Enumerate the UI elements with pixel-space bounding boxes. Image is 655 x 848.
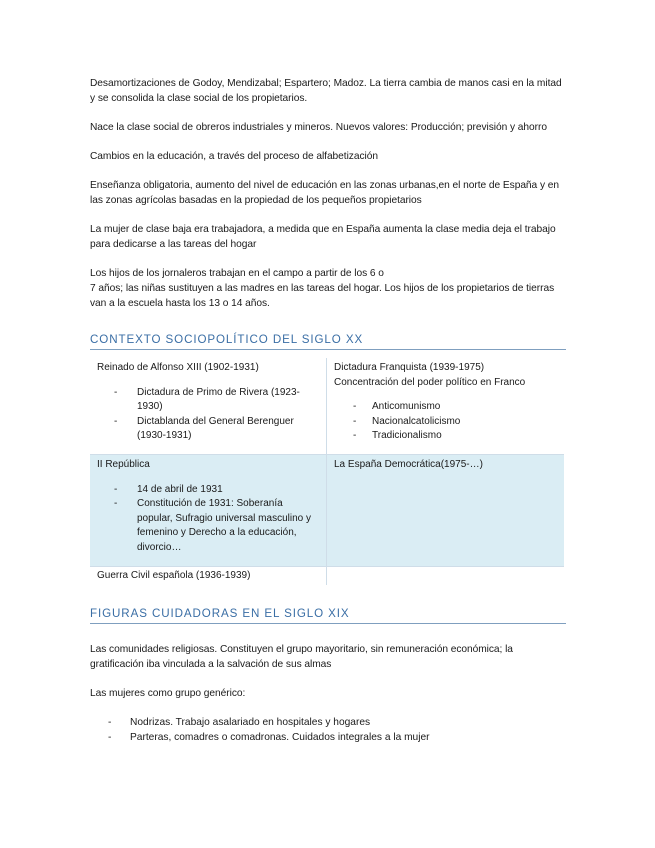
cell-empty xyxy=(327,567,565,585)
list-item: - Tradicionalismo xyxy=(334,429,558,444)
paragraph-desamortizaciones: Desamortizaciones de Godoy, Mendizabal; Espartero; Madoz. La tierra cambia de manos casi en la mitad y se consolida la clase social de los propietarios. xyxy=(90,78,562,104)
republica-list xyxy=(97,483,320,556)
table-row xyxy=(90,567,564,585)
list-item: - Parteras, comadres o comadronas. Cuidados integrales a la mujer xyxy=(108,731,430,743)
list-item: - Dictadura de Primo de Rivera (1923-1930) xyxy=(114,386,300,412)
cell-republica xyxy=(90,455,327,567)
paragraph-educacion: Cambios en la educación, a través del proceso de alfabetización xyxy=(90,151,378,162)
paragraph-comunidades: Las comunidades religiosas. Constituyen el grupo mayoritario, sin remuneración económica; la gratificación iba vinculada a la salvación de sus almas xyxy=(90,643,513,670)
paragraph-mujer-clase-baja: La mujer de clase baja era trabajadora, a medida que en España aumenta la clase media deja el trabajo para dedicarse a las tareas del hogar xyxy=(90,224,556,250)
list-item: - Constitución de 1931: Soberanía popular, Sufragio universal masculino y femenino y Derecho a la educación, divorcio… xyxy=(114,498,311,553)
figuras-list xyxy=(90,715,566,745)
cell-democratica-title: La España Democrática(1975-…) xyxy=(334,459,483,470)
cell-franco xyxy=(327,358,565,455)
table-row xyxy=(90,358,564,455)
paragraph-mujeres-grupo: Las mujeres como grupo genérico: xyxy=(90,687,246,699)
paragraph-hijos-jornaleros xyxy=(90,266,566,311)
document-page xyxy=(90,76,566,745)
list-item: - Nacionalcatolicismo xyxy=(334,415,558,430)
paragraph-obreros: Nace la clase social de obreros industriales y mineros. Nuevos valores: Producción; previsión y ahorro xyxy=(90,122,547,133)
cell-democratica xyxy=(327,455,565,567)
table-row xyxy=(90,455,564,567)
section-heading-figuras: FIGURAS CUIDADORAS EN EL SIGLO XIX xyxy=(90,607,566,624)
alfonso-list xyxy=(97,386,320,444)
cell-republica-title: II República xyxy=(97,459,150,470)
cell-guerra-civil xyxy=(90,567,327,585)
list-item: - Nodrizas. Trabajo asalariado en hospitales y hogares xyxy=(108,716,371,728)
dash-bullet-icon: - xyxy=(353,415,357,427)
paragraph-hijos-line2: 7 años; las niñas sustituyen a las madres en las tareas del hogar. Los hijos de los propietarios de tierras van a la escuela hasta los 13 o 14 años. xyxy=(90,283,555,309)
section-heading-contexto: CONTEXTO SOCIOPOLÍTICO DEL SIGLO XX xyxy=(90,333,566,350)
cell-franco-title: Dictadura Franquista (1939-1975) xyxy=(334,362,485,373)
dash-bullet-icon: - xyxy=(114,498,118,509)
dash-bullet-icon: - xyxy=(108,731,112,743)
list-item: - 14 de abril de 1931 xyxy=(97,483,320,498)
cell-franco-subtitle: Concentración del poder político en Franco xyxy=(334,376,526,388)
franco-list xyxy=(334,400,558,444)
cell-alfonso-title: Reinado de Alfonso XIII (1902-1931) xyxy=(97,362,259,373)
context-table xyxy=(90,358,564,585)
dash-bullet-icon: - xyxy=(114,415,118,427)
list-item: - Anticomunismo xyxy=(334,400,558,415)
dash-bullet-icon: - xyxy=(114,386,118,398)
dash-bullet-icon: - xyxy=(353,430,357,441)
paragraph-hijos-line1: Los hijos de los jornaleros trabajan en el campo a partir de los 6 o xyxy=(90,268,384,279)
paragraph-ensenanza: Enseñanza obligatoria, aumento del nivel de educación en las zonas urbanas,en el norte de España y en las zonas agrícolas basadas en la propiedad de los pequeños propietarios xyxy=(90,180,559,206)
list-item: - Dictablanda del General Berenguer (1930-1931) xyxy=(114,415,294,441)
cell-alfonso xyxy=(90,358,327,455)
dash-bullet-icon: - xyxy=(353,401,357,412)
cell-guerra-title: Guerra Civil española (1936-1939) xyxy=(97,570,251,581)
dash-bullet-icon: - xyxy=(114,483,118,495)
dash-bullet-icon: - xyxy=(108,716,112,728)
